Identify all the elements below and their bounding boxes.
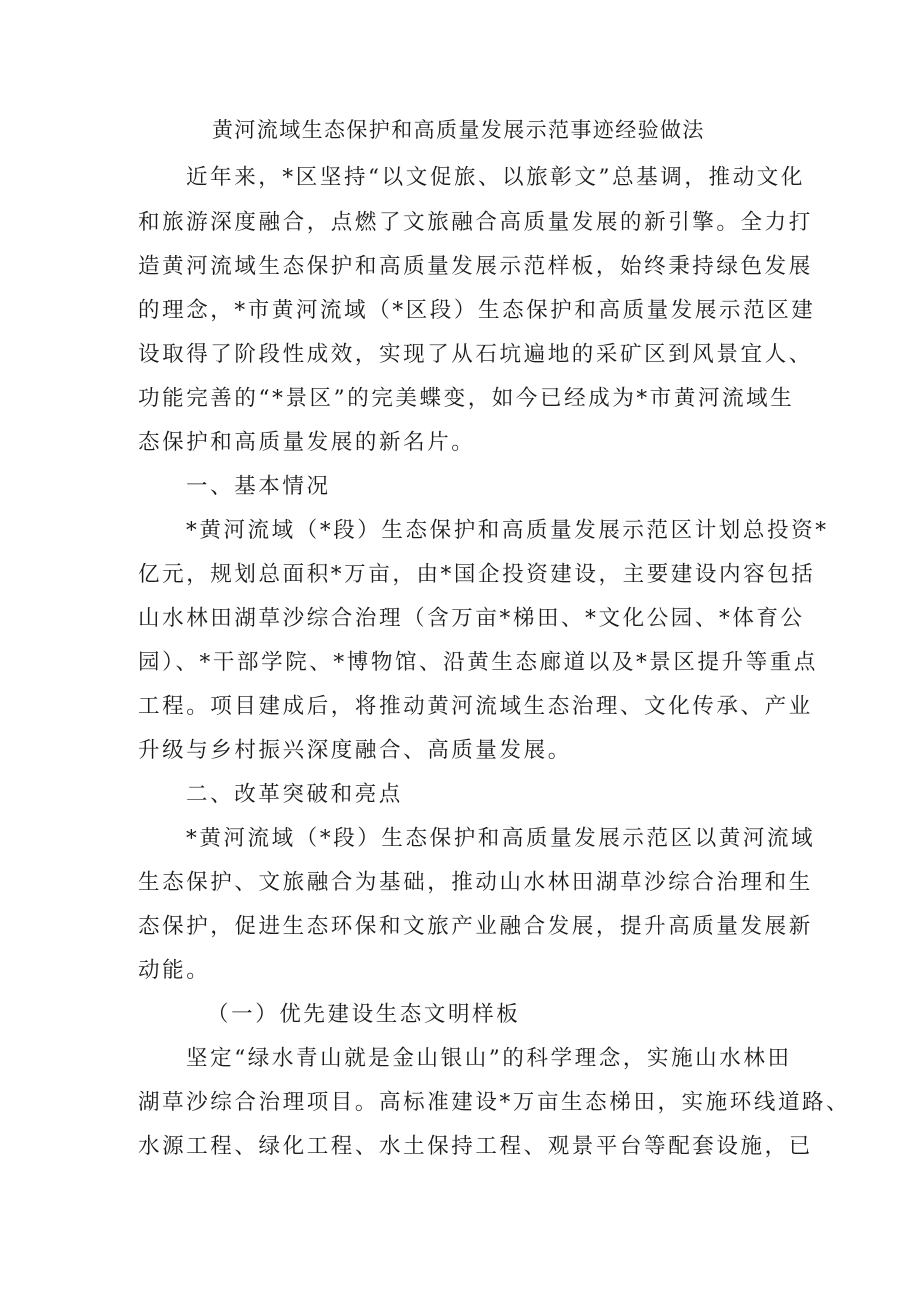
paragraph-line: 设取得了阶段性成效，实现了从石坑遍地的采矿区到风景宜人、 xyxy=(138,342,813,367)
paragraph-line: 升级与乡村振兴深度融合、高质量发展。 xyxy=(138,738,572,763)
paragraph-line: *黄河流域（*段）生态保护和高质量发展示范区以黄河流域 xyxy=(186,826,816,851)
paragraph-line: 坚定“绿水青山就是金山银山”的科学理念，实施山水林田 xyxy=(186,1046,792,1071)
paragraph-line: 态保护和高质量发展的新名片。 xyxy=(138,430,476,455)
paragraph-line: 生态保护、文旅融合为基础，推动山水林田湖草沙综合治理和生 xyxy=(138,870,813,895)
paragraph-line: 态保护，促进生态环保和文旅产业融合发展，提升高质量发展新 xyxy=(138,914,813,939)
paragraph-line: 近年来，*区坚持“以文促旅、以旅彰文”总基调，推动文化 xyxy=(186,165,805,190)
section-heading: 二、改革突破和亮点 xyxy=(186,782,403,807)
paragraph-line: 亿元，规划总面积*万亩，由*国企投资建设，主要建设内容包括 xyxy=(138,562,816,587)
section-heading: 一、基本情况 xyxy=(186,474,331,499)
paragraph-line: 工程。项目建成后，将推动黄河流域生态治理、文化传承、产业 xyxy=(138,694,813,719)
document-title: 黄河流域生态保护和高质量发展示范事迹经验做法 xyxy=(212,118,705,142)
paragraph-line: 造黄河流域生态保护和高质量发展示范样板，始终秉持绿色发展 xyxy=(138,254,813,279)
subsection-heading: （一）优先建设生态文明样板 xyxy=(207,1002,521,1027)
paragraph-line: 动能。 xyxy=(138,958,211,983)
paragraph-line: 水源工程、绿化工程、水土保持工程、观景平台等配套设施，已 xyxy=(138,1134,813,1159)
paragraph-line: 山水林田湖草沙综合治理（含万亩*梯田、*文化公园、*体育公 xyxy=(138,606,805,631)
paragraph-line: *黄河流域（*段）生态保护和高质量发展示范区计划总投资* xyxy=(186,518,829,543)
paragraph-line: 的理念，*市黄河流域（*区段）生态保护和高质量发展示范区建 xyxy=(138,298,816,323)
paragraph-line: 和旅游深度融合，点燃了文旅融合高质量发展的新引擎。全力打 xyxy=(138,210,813,235)
paragraph-line: 湖草沙综合治理项目。高标准建设*万亩生态梯田，实施环线道路、 xyxy=(138,1090,851,1115)
paragraph-line: 园）、*干部学院、*博物馆、沿黄生态廊道以及*景区提升等重点 xyxy=(138,650,819,675)
paragraph-line: 功能完善的“*景区”的完美蝶变，如今已经成为*市黄河流域生 xyxy=(138,386,795,411)
